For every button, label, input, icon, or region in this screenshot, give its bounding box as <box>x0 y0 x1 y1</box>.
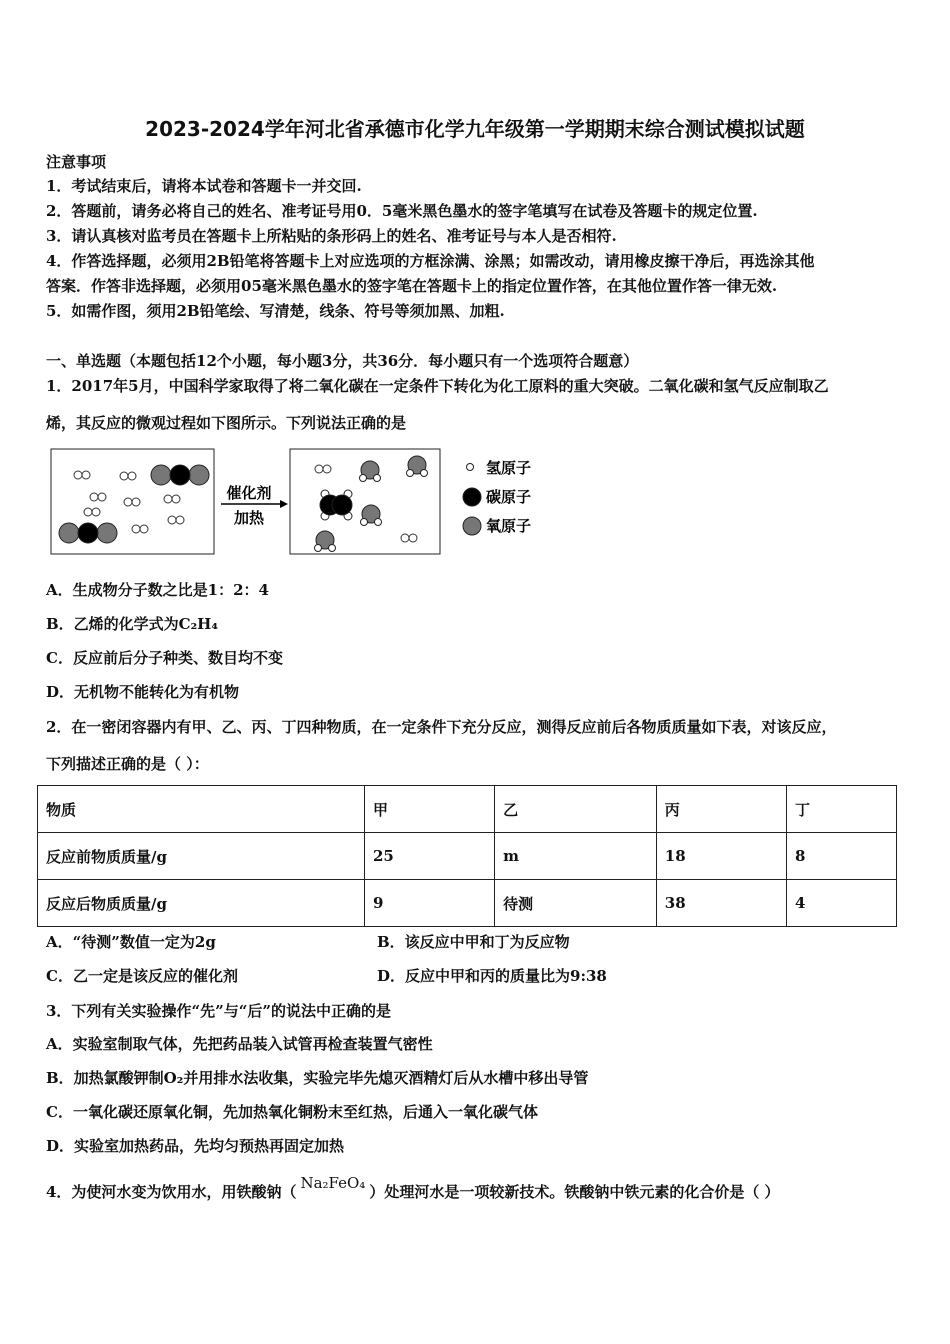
table-cell: m <box>495 833 657 880</box>
q3-option-b: B．加热氯酸钾制O₂并用排水法收集，实验完毕先熄灭酒精灯后从水槽中移出导管 <box>46 1069 589 1087</box>
section-heading: 一、单选题（本题包括12个小题，每小题3分，共36分．每小题只有一个选项符合题意） <box>46 352 639 370</box>
q1-option-b: B．乙烯的化学式为C₂H₄ <box>46 615 218 633</box>
q2-stem: 下列描述正确的是（ ）： <box>46 755 209 773</box>
table-row <box>38 833 897 880</box>
q4-text: 4．为使河水变为饮用水，用铁酸钠（ <box>46 1183 297 1201</box>
q2-option-c: C．乙一定是该反应的催化剂 <box>46 967 238 985</box>
table-row <box>38 880 897 927</box>
table-cell: 18 <box>656 833 786 880</box>
table-cell: 9 <box>365 880 495 927</box>
table-cell: 25 <box>365 833 495 880</box>
table-cell: 反应后物质质量/g <box>38 880 365 927</box>
notice-heading: 注意事项 <box>46 153 107 171</box>
table-cell: 甲 <box>365 786 495 833</box>
table-cell: 反应前物质质量/g <box>38 833 365 880</box>
notice-item: 4．作答选择题，必须用2B铅笔将答题卡上对应选项的方框涂满、涂黑；如需改动，请用橡皮擦干净后，再选涂其他 <box>46 252 815 270</box>
notice-item: 3．请认真核对监考员在答题卡上所粘贴的条形码上的姓名、准考证号与本人是否相符. <box>46 227 617 245</box>
q1-option-c: C．反应前后分子种类、数目均不变 <box>46 649 283 667</box>
table-cell: 4 <box>786 880 896 927</box>
q2-option-d: D．反应中甲和丙的质量比为9:38 <box>377 967 607 985</box>
legend-oxygen: 氧原子 <box>486 517 532 535</box>
table-cell: 38 <box>656 880 786 927</box>
notice-item: 答案．作答非选择题，必须用05毫米黑色墨水的签字笔在答题卡上的指定位置作答，在其他位置作答一律无效. <box>46 277 778 295</box>
q3-option-c: C．一氧化碳还原氧化铜，先加热氧化铜粉末至红热，后通入一氧化碳气体 <box>46 1103 538 1121</box>
notice-item: 5．如需作图，须用2B铅笔绘、写清楚，线条、符号等须加黑、加粗. <box>46 302 505 320</box>
notice-item: 2．答题前，请务必将自己的姓名、准考证号用0．5毫米黑色墨水的签字笔填写在试卷及答题卡的规定位置. <box>46 202 758 220</box>
legend-carbon: 碳原子 <box>486 488 532 506</box>
table-row <box>38 786 897 833</box>
reaction-diagram <box>48 446 548 558</box>
arrow-label-top: 催化剂 <box>226 484 272 502</box>
table-cell: 丁 <box>786 786 896 833</box>
table-cell: 丙 <box>656 786 786 833</box>
table-cell: 乙 <box>495 786 657 833</box>
q1-option-d: D．无机物不能转化为有机物 <box>46 683 240 701</box>
q3-option-a: A．实验室制取气体，先把药品装入试管再检查装置气密性 <box>46 1035 433 1053</box>
q4-formula: Na₂FeO₄ <box>300 1174 366 1192</box>
q2-option-a: A．“待测”数值一定为2g <box>46 933 216 951</box>
q2-stem: 2．在一密闭容器内有甲、乙、丙、丁四种物质，在一定条件下充分反应，测得反应前后各物质质量如下表，对该反应， <box>46 718 837 736</box>
q1-stem: 烯，其反应的微观过程如下图所示。下列说法正确的是 <box>46 414 407 432</box>
mass-table <box>37 785 897 927</box>
table-cell: 待测 <box>495 880 657 927</box>
q1-option-a: A．生成物分子数之比是1：2：4 <box>46 581 269 599</box>
q3-option-d: D．实验室加热药品，先均匀预热再固定加热 <box>46 1137 345 1155</box>
legend-hydrogen: 氢原子 <box>486 459 532 477</box>
table-cell: 8 <box>786 833 896 880</box>
q4-stem <box>46 1174 780 1202</box>
q3-stem: 3．下列有关实验操作“先”与“后”的说法中正确的是 <box>46 1002 391 1020</box>
page-title: 2023-2024学年河北省承德市化学九年级第一学期期末综合测试模拟试题 <box>145 117 805 141</box>
notice-item: 1．考试结束后，请将本试卷和答题卡一并交回. <box>46 177 362 195</box>
q4-text: ）处理河水是一项较新技术。铁酸钠中铁元素的化合价是（ ） <box>369 1183 780 1201</box>
arrow-label-bottom: 加热 <box>233 509 265 527</box>
q1-stem: 1．2017年5月，中国科学家取得了将二氧化碳在一定条件下转化为化工原料的重大突破。二氧化碳和氢气反应制取乙 <box>46 377 829 395</box>
q2-option-b: B．该反应中甲和丁为反应物 <box>377 933 570 951</box>
table-cell: 物质 <box>38 786 365 833</box>
